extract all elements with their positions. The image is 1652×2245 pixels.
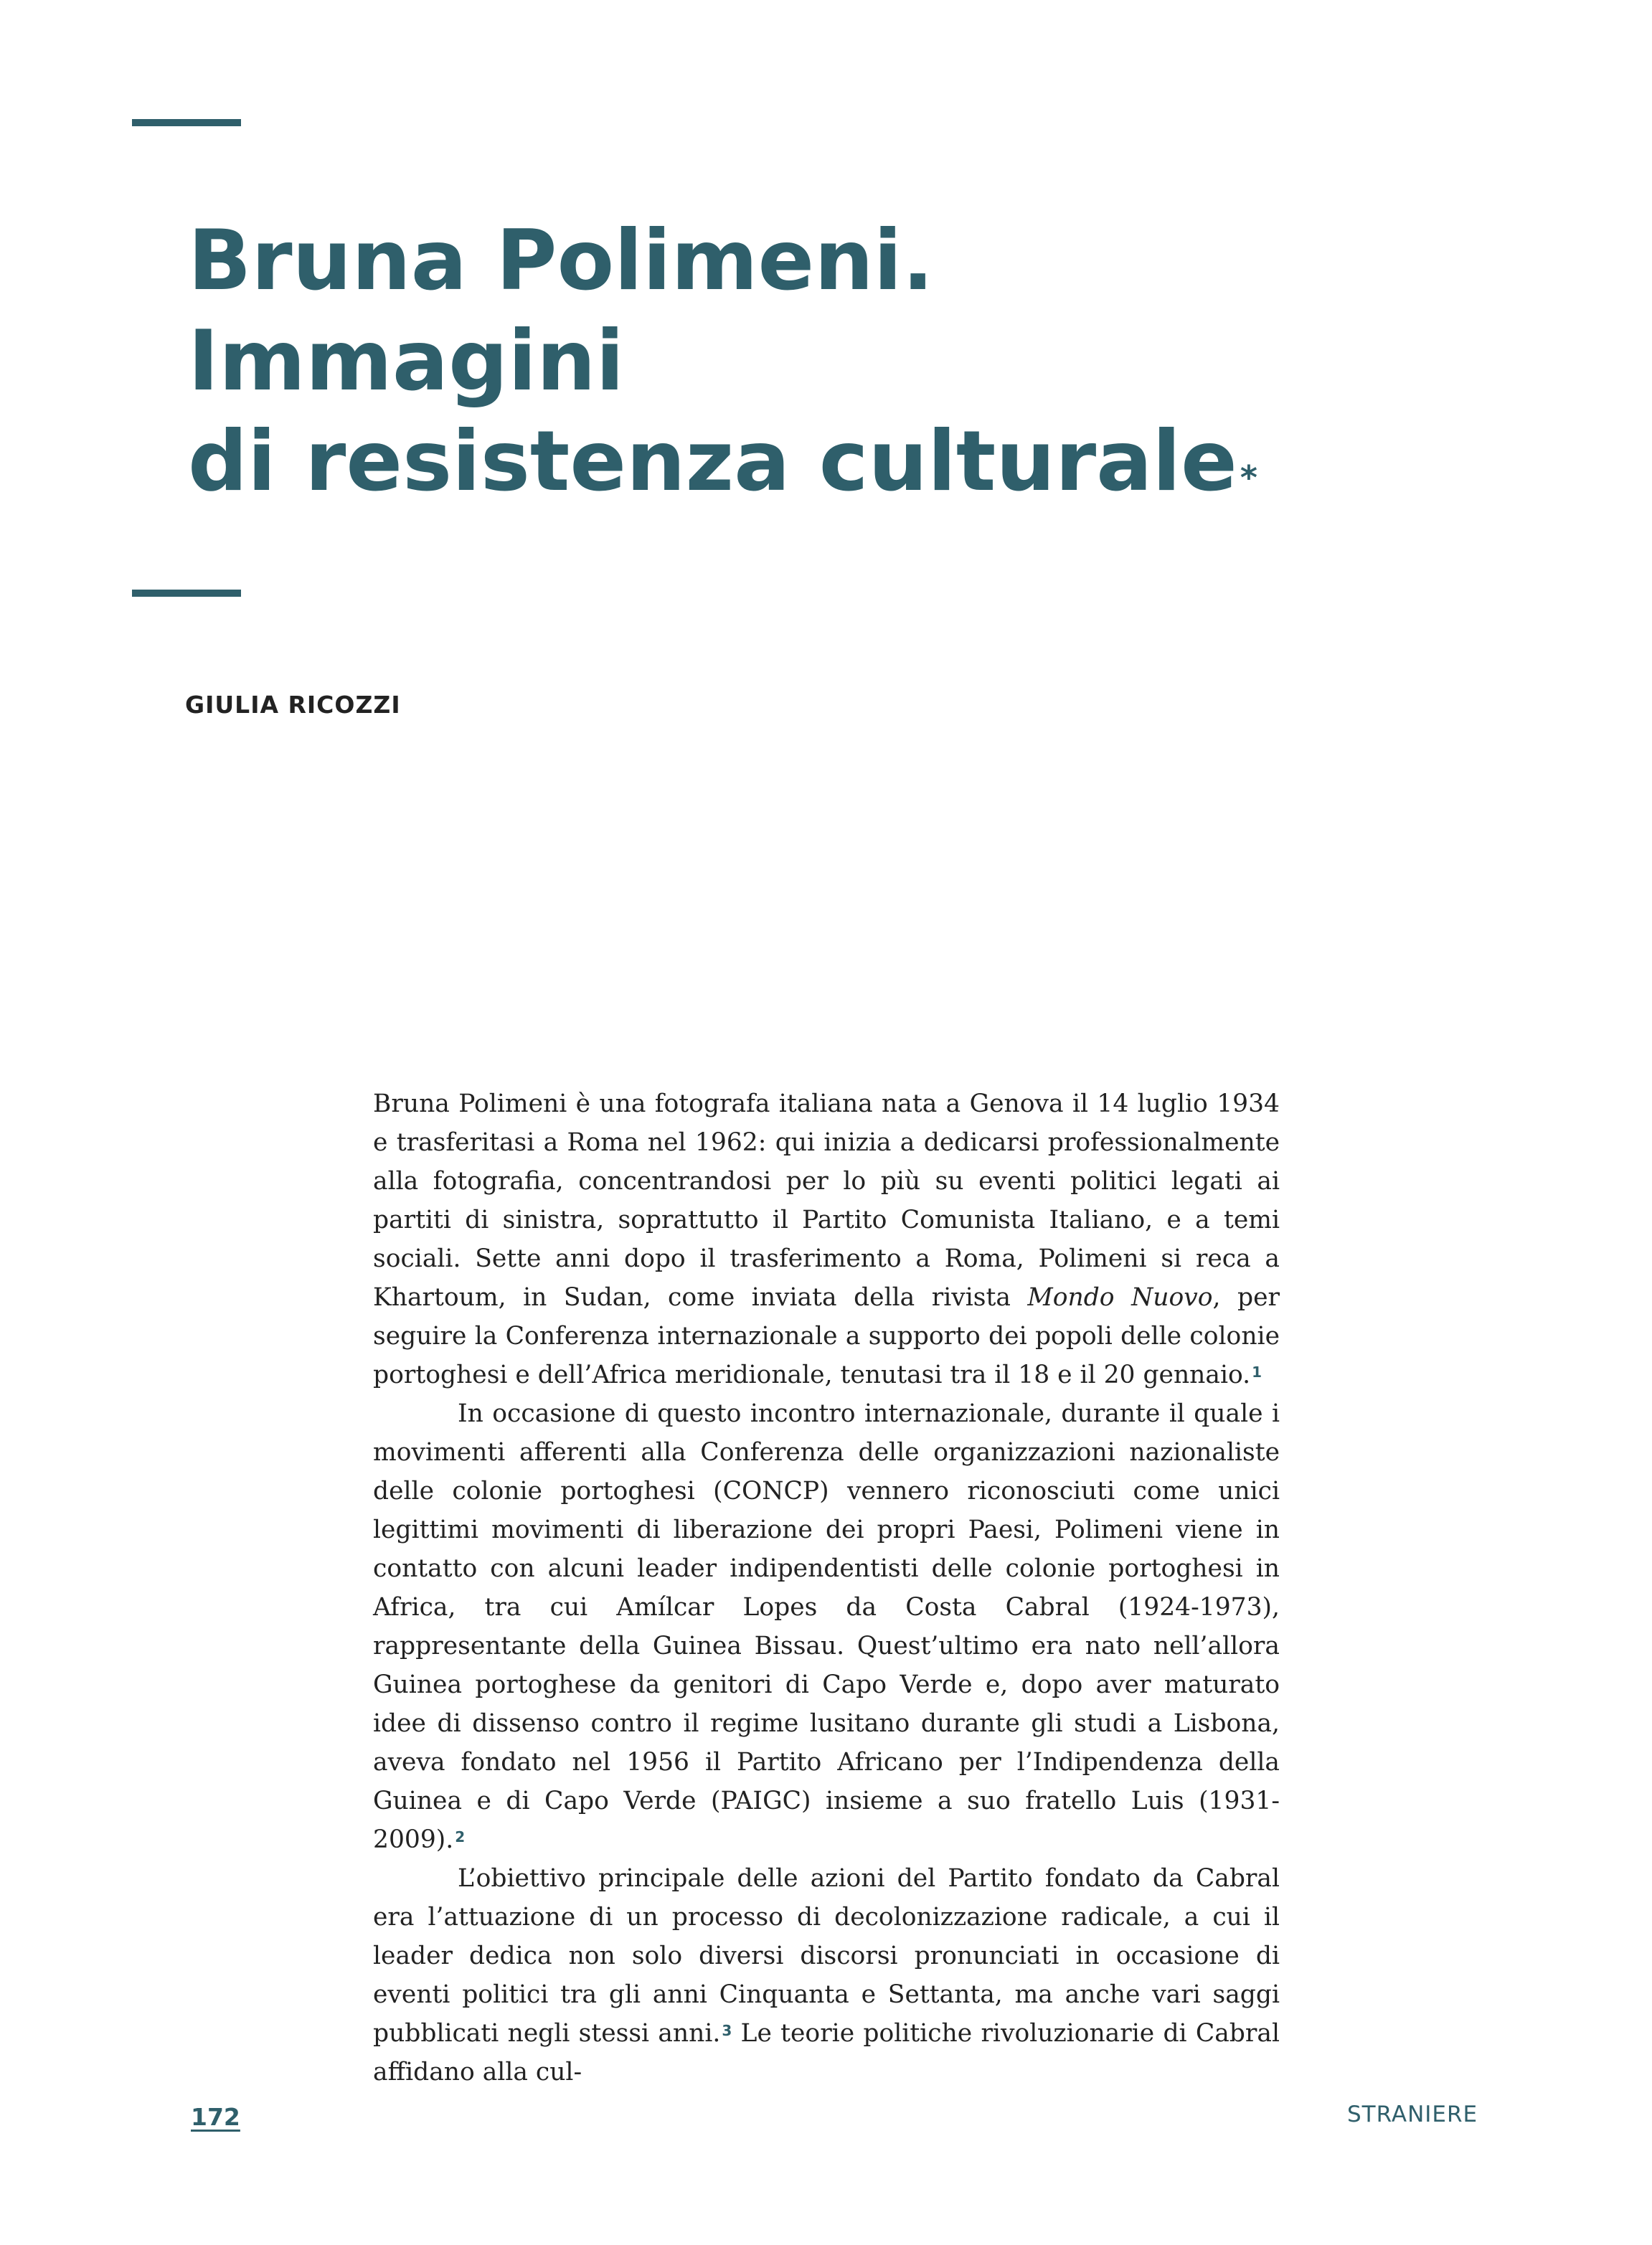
title-line-2: Immagini	[188, 313, 625, 410]
footnote-ref-1[interactable]: 1	[1252, 1363, 1262, 1381]
paragraph-2	[373, 1394, 1280, 1859]
paragraph-1-text-a: Bruna Polimeni è una fotografa italiana nata a Genova il 14 luglio 1934 e trasferitasi a Roma nel 1962: qui inizia a dedicarsi professionalmente alla fotografia, concentrandosi per lo più su eventi politici legati ai partiti di sinistra, soprattutto il Partito Comunista Italiano, e a temi sociali. Sette anni dopo il trasferimento a Roma, Polimeni si reca a Khartoum, in Sudan, come inviata della rivista	[373, 1090, 1280, 1312]
bottom-rule	[132, 590, 241, 597]
paragraph-3-text-a: L’obiettivo principale delle azioni del Partito fondato da Cabral era l’attuazione di un processo di decolonizzazione radicale, a cui il leader dedica non solo diversi discorsi pronunciati in occasione di eventi politici tra gli anni Cinquanta e Settanta, ma anche vari saggi pubblicati negli stessi anni.	[373, 1864, 1280, 2048]
title-line-3-text: di resistenza culturale	[188, 413, 1237, 510]
article-title	[188, 211, 1551, 512]
top-rule	[132, 119, 241, 126]
footnote-ref-3[interactable]: 3	[722, 2022, 732, 2039]
page-number: 172	[191, 2103, 240, 2131]
article-body	[373, 1084, 1280, 2092]
paragraph-1	[373, 1084, 1280, 1394]
running-head: STRANIERE	[1347, 2102, 1478, 2127]
title-line-1: Bruna Polimeni.	[188, 212, 934, 309]
paragraph-3-text-b: Le teorie politiche rivoluzionarie di Cabral affidano alla cul-	[373, 2019, 1280, 2086]
title-line-3	[188, 412, 1551, 512]
author-name: GIULIA RICOZZI	[185, 691, 401, 719]
paragraph-1-text-b: , per seguire la Conferenza internazionale a supporto dei popoli delle colonie portoghesi e dell’Africa meridionale, tenutasi tra il 18 e il 20 gennaio.	[373, 1283, 1280, 1389]
paragraph-3	[373, 1859, 1280, 2092]
title-footnote-marker[interactable]: *	[1240, 458, 1257, 497]
paragraph-2-text: In occasione di questo incontro internazionale, durante il quale i movimenti afferenti alla Conferenza delle organizzazioni nazionaliste delle colonie portoghesi (CONCP) vennero riconosciuti come unici legittimi movimenti di liberazione dei propri Paesi, Polimeni viene in contatto con alcuni leader indipendentisti delle colonie portoghesi in Africa, tra cui Amílcar Lopes da Costa Cabral (1924-1973), rappresentante della Guinea Bissau. Quest’ultimo era nato nell’allora Guinea portoghese da genitori di Capo Verde e, dopo aver maturato idee di dissenso contro il regime lusitano durante gli studi a Lisbona, aveva fondato nel 1956 il Partito Africano per l’Indipendenza della Guinea e di Capo Verde (PAIGC) insieme a suo fratello Luis (1931-2009).	[373, 1399, 1280, 1854]
magazine-title: Mondo Nuovo	[1027, 1283, 1213, 1312]
footnote-ref-2[interactable]: 2	[455, 1828, 466, 1845]
